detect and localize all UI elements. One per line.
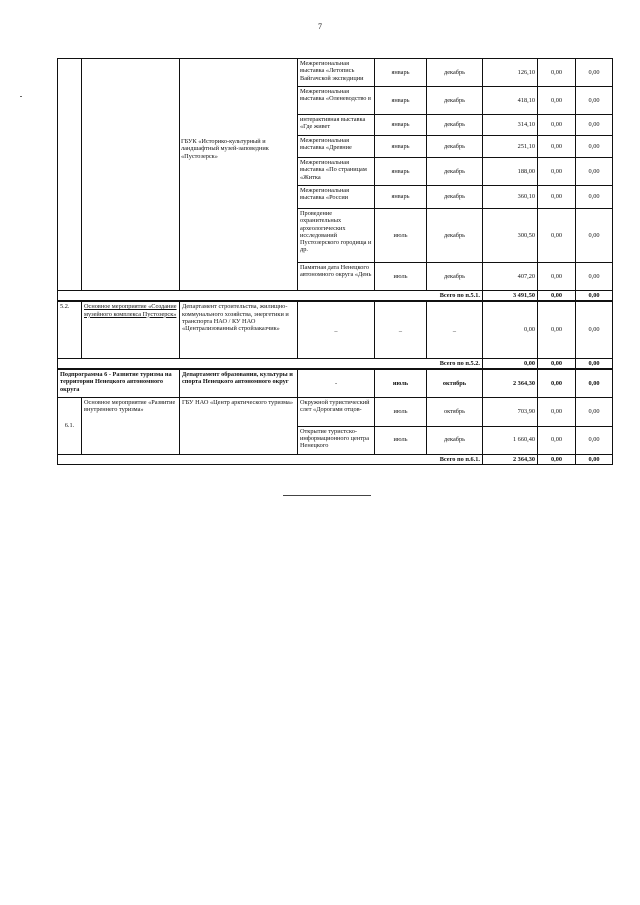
amount: 0,00 [576,186,613,209]
total-label: Всего по п.5.2. [58,358,483,369]
total-amount: 0,00 [538,454,576,464]
scan-speck [20,96,22,97]
name-cell [82,59,180,291]
event-cell: _ [298,301,375,358]
start-month: июль [375,369,427,397]
start-month: январь [375,186,427,209]
item-name: Основное мероприятие «Развитие внутреннего туризма» [82,397,180,454]
end-month: декабрь [427,263,483,291]
total-label: Всего по п.5.1. [58,291,483,302]
amount: 0,00 [538,263,576,291]
subprogram-name: Подпрограмма 6 - Развитие туризма на территории Ненецкого автономного округа [58,369,180,397]
amount: 0,00 [576,158,613,186]
amount: 0,00 [576,115,613,136]
total-label: Всего по п.6.1. [58,454,483,464]
table-row [58,301,613,358]
amount: 418,10 [483,87,538,115]
total-amount: 2 364,30 [483,454,538,464]
end-month: октябрь [427,369,483,397]
end-month: декабрь [427,87,483,115]
end-month: октябрь [427,397,483,426]
total-amount: 0,00 [538,291,576,302]
amount: 703,90 [483,397,538,426]
end-month: декабрь [427,426,483,454]
amount: 0,00 [538,369,576,397]
amount: 0,00 [576,426,613,454]
executor-cell [180,59,298,291]
amount: 0,00 [538,158,576,186]
start-month: июль [375,209,427,263]
item-executor: Департамент строительства, жилищно-коммунального хозяйства, энергетики и транспорта НАО / КУ НАО «Централизованный стройзаказчик» [180,301,298,358]
program-table [57,58,613,465]
amount: 0,00 [576,397,613,426]
amount: 251,10 [483,136,538,158]
start-month: _ [375,301,427,358]
amount: 360,10 [483,186,538,209]
amount: 300,50 [483,209,538,263]
amount: 407,20 [483,263,538,291]
amount: 314,10 [483,115,538,136]
event-cell: Межрегиональная выставка «России [298,186,375,209]
amount: 0,00 [538,136,576,158]
amount: 188,00 [483,158,538,186]
total-row [58,454,613,464]
amount: 0,00 [538,301,576,358]
item-number: 5.2. [58,301,82,358]
num-cell [58,59,82,291]
event-cell: - [298,369,375,397]
total-amount: 0,00 [538,358,576,369]
start-month: июль [375,263,427,291]
end-month: декабрь [427,158,483,186]
amount: 126,10 [483,59,538,87]
total-amount: 0,00 [576,454,613,464]
amount: 0,00 [538,186,576,209]
event-cell: Открытие туристско-информационного центра Ненецкого [298,426,375,454]
start-month: январь [375,59,427,87]
event-cell: Памятная дата Ненецкого автономного округа «День [298,263,375,291]
event-cell: интерактивная выставка «Где живет [298,115,375,136]
item-number: 6.1. [58,397,82,454]
amount: 0,00 [538,87,576,115]
amount: 0,00 [538,426,576,454]
amount: 0,00 [538,59,576,87]
amount: 0,00 [576,59,613,87]
event-cell: Межрегиональная выставка «Оленеводство в [298,87,375,115]
total-amount: 0,00 [576,291,613,302]
total-row [58,358,613,369]
end-month: декабрь [427,59,483,87]
total-amount: 0,00 [483,358,538,369]
amount: 0,00 [576,301,613,358]
start-month: январь [375,136,427,158]
amount: 0,00 [576,369,613,397]
amount: 0,00 [538,397,576,426]
subprogram-row [58,369,613,397]
event-cell: Межрегиональная выставка «Древние [298,136,375,158]
amount: 0,00 [538,115,576,136]
end-month: декабрь [427,209,483,263]
table-row [58,59,613,87]
table-row [58,397,613,426]
page-number: 7 [318,22,322,31]
event-cell: Межрегиональная выставка «Летопись Вайгачской экспедиции [298,59,375,87]
end-month: декабрь [427,186,483,209]
item-executor: ГБУ НАО «Центр арктического туризма» [180,397,298,454]
event-cell: Окружной туристический слет «Дорогами отцов- [298,397,375,426]
end-separator-line [283,495,371,496]
total-row [58,291,613,302]
amount: 0,00 [576,209,613,263]
event-cell: Межрегиональная выставка «По страницам «Житка [298,158,375,186]
end-month: декабрь [427,136,483,158]
amount: 0,00 [538,209,576,263]
start-month: январь [375,115,427,136]
subprogram-executor: Департамент образования, культуры и спорта Ненецкого автономного округ [180,369,298,397]
start-month: январь [375,87,427,115]
total-amount: 0,00 [576,358,613,369]
start-month: июль [375,397,427,426]
amount: 2 364,30 [483,369,538,397]
amount: 0,00 [576,136,613,158]
amount: 0,00 [483,301,538,358]
end-month: _ [427,301,483,358]
amount: 0,00 [576,263,613,291]
amount: 0,00 [576,87,613,115]
total-amount: 3 491,50 [483,291,538,302]
start-month: июль [375,426,427,454]
start-month: январь [375,158,427,186]
amount: 1 660,40 [483,426,538,454]
item-name: Основное мероприятие «Создание музейного комплекса Пустозерск» [82,301,180,358]
end-month: декабрь [427,115,483,136]
event-cell: Проведение охранительных археологических исследований Пустозерского городища и др. [298,209,375,263]
museum-executor: ГБУК «Историко-культурный и ландшафтный музей-заповедник «Пустозерск» [181,138,269,160]
